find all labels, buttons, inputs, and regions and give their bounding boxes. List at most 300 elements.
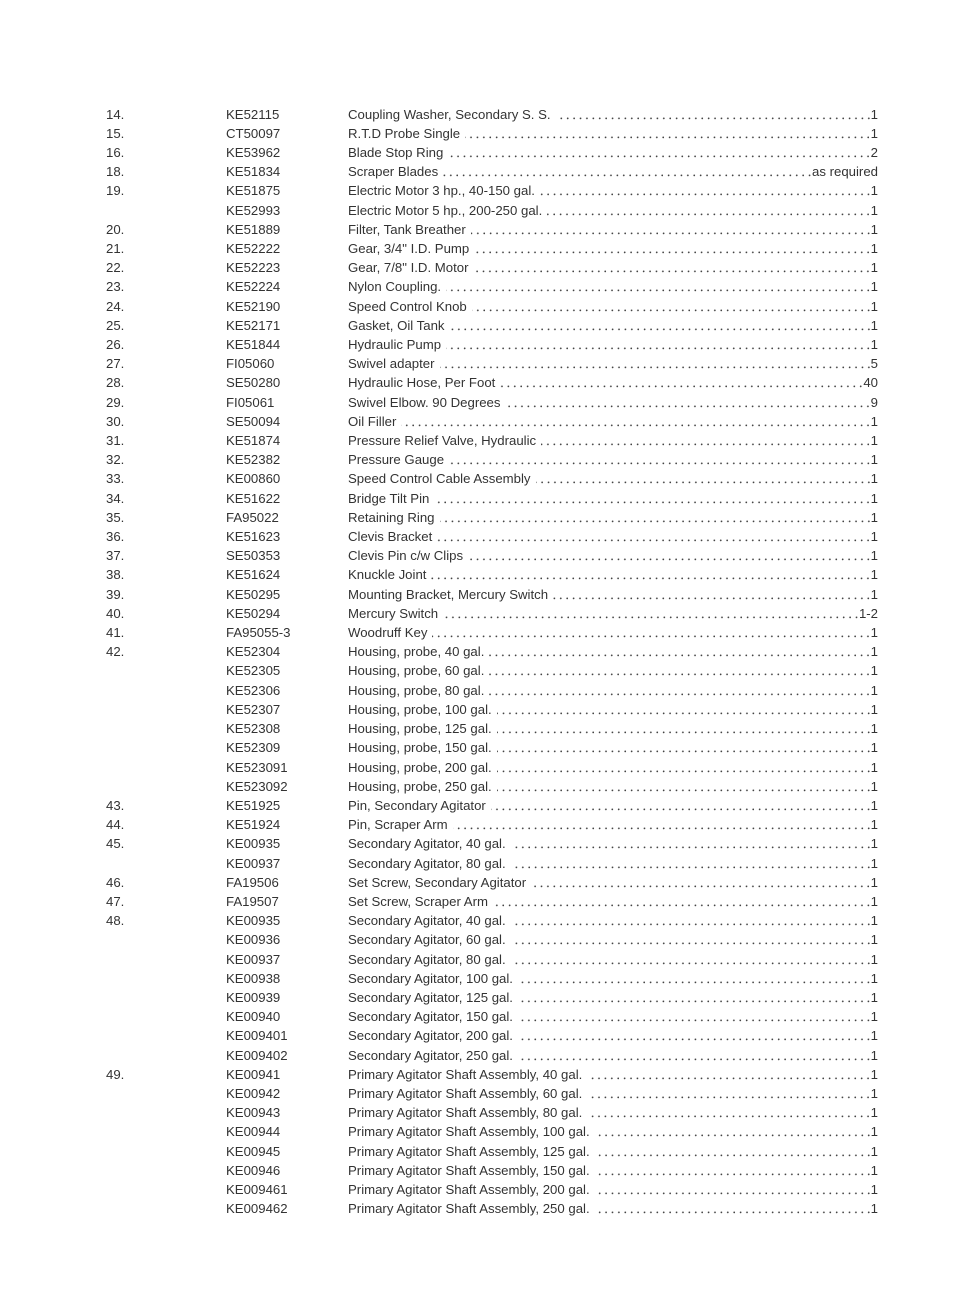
item-number: 37.: [106, 548, 125, 564]
table-row: [106, 969, 878, 988]
part-description: Primary Agitator Shaft Assembly, 200 gal.: [348, 1181, 590, 1197]
description-cell: [348, 930, 878, 949]
table-row: [106, 1180, 878, 1199]
item-number: 26.: [106, 337, 125, 353]
item-number: [106, 1046, 226, 1065]
part-description: Secondary Agitator, 125 gal.: [348, 989, 513, 1005]
part-description: Primary Agitator Shaft Assembly, 150 gal.: [348, 1162, 590, 1178]
description-cell: [348, 373, 878, 392]
quantity: 5: [870, 356, 878, 372]
description-cell: [348, 1046, 878, 1065]
table-row: [106, 297, 878, 316]
item-number: 43.: [106, 797, 125, 813]
part-number: KE51924: [226, 817, 281, 833]
quantity: 1: [870, 548, 878, 564]
description-cell: [348, 661, 878, 680]
part-description: Gasket, Oil Tank: [348, 317, 445, 333]
dot-leader: [536, 469, 870, 488]
part-number: SE50094: [226, 413, 281, 429]
description-cell: [348, 969, 878, 988]
item-number: 45.: [106, 836, 125, 852]
dot-leader: [541, 431, 870, 450]
quantity: 1: [870, 989, 878, 1005]
part-number: KE009462: [226, 1201, 288, 1217]
item-number: 30.: [106, 413, 125, 429]
dot-leader: [489, 642, 869, 661]
description-cell: [348, 489, 878, 508]
quantity: 1: [870, 1162, 878, 1178]
item-number: [106, 719, 226, 738]
item-number: 36.: [106, 529, 125, 545]
dot-leader: [595, 1122, 870, 1141]
part-description: Secondary Agitator, 150 gal.: [348, 1009, 513, 1025]
table-row: [106, 892, 878, 911]
quantity: 1: [870, 855, 878, 871]
quantity: 1: [870, 663, 878, 679]
part-description: Secondary Agitator, 100 gal.: [348, 970, 513, 986]
part-description: Woodruff Key: [348, 625, 428, 641]
part-number: FA95055-3: [226, 625, 291, 641]
table-row: [106, 1065, 878, 1084]
part-description: Oil Filler: [348, 413, 397, 429]
quantity: 1: [870, 1143, 878, 1159]
quantity: 1: [870, 740, 878, 756]
part-number: KE52308: [226, 721, 281, 737]
part-number: KE51622: [226, 490, 281, 506]
table-row: [106, 431, 878, 450]
quantity: 1: [870, 701, 878, 717]
part-number: KE00941: [226, 1066, 281, 1082]
quantity: 1-2: [858, 605, 878, 621]
part-number: KE52309: [226, 740, 281, 756]
dot-leader: [401, 412, 869, 431]
item-number: [106, 201, 226, 220]
part-number: KE523091: [226, 759, 288, 775]
item-number: [106, 1084, 226, 1103]
part-number: KE52222: [226, 241, 281, 257]
part-number: KE009401: [226, 1028, 288, 1044]
part-description: Hydraulic Hose, Per Foot: [348, 375, 496, 391]
quantity: 1: [870, 241, 878, 257]
description-cell: [348, 1007, 878, 1026]
dot-leader: [431, 565, 869, 584]
part-description: Scraper Blades: [348, 164, 439, 180]
table-row: [106, 585, 878, 604]
part-number: KE52190: [226, 298, 281, 314]
description-cell: [348, 1180, 878, 1199]
dot-leader: [595, 1199, 870, 1218]
quantity: 1: [870, 932, 878, 948]
description-cell: [348, 469, 878, 488]
table-row: [106, 181, 878, 200]
part-number: KE00946: [226, 1162, 281, 1178]
quantity: 1: [870, 452, 878, 468]
part-number: FI05060: [226, 356, 275, 372]
description-cell: [348, 777, 878, 796]
quantity: 1: [870, 1124, 878, 1140]
item-number: 19.: [106, 183, 125, 199]
dot-leader: [474, 239, 869, 258]
part-description: Housing, probe, 60 gal.: [348, 663, 485, 679]
table-row: [106, 373, 878, 392]
part-description: Filter, Tank Breather: [348, 221, 466, 237]
part-description: Coupling Washer, Secondary S. S.: [348, 106, 551, 122]
item-number: 47.: [106, 893, 125, 909]
part-number: KE51875: [226, 183, 281, 199]
description-cell: [348, 105, 878, 124]
part-number: CT50097: [226, 125, 281, 141]
dot-leader: [468, 546, 870, 565]
quantity: 1: [870, 874, 878, 890]
quantity: 1: [870, 1066, 878, 1082]
quantity: 1: [870, 1028, 878, 1044]
quantity: 1: [870, 1009, 878, 1025]
quantity: 1: [870, 202, 878, 218]
description-cell: [348, 393, 878, 412]
part-number: KE00938: [226, 970, 281, 986]
description-cell: [348, 911, 878, 930]
dot-leader: [511, 854, 870, 873]
quantity: 1: [870, 1181, 878, 1197]
item-number: 31.: [106, 433, 125, 449]
dot-leader: [587, 1103, 869, 1122]
dot-leader: [473, 258, 869, 277]
quantity: 1: [870, 1201, 878, 1217]
part-description: Blade Stop Ring: [348, 145, 444, 160]
quantity: 1: [870, 951, 878, 967]
part-number: KE52305: [226, 663, 281, 679]
item-number: 48.: [106, 913, 125, 929]
part-number: KE52224: [226, 279, 281, 295]
part-description: Electric Motor 3 hp., 40-150 gal.: [348, 183, 535, 199]
quantity: 1: [870, 317, 878, 333]
description-cell: [348, 642, 878, 661]
part-description: Set Screw, Secondary Agitator: [348, 874, 527, 890]
dot-leader: [497, 777, 870, 796]
table-row: [106, 143, 878, 162]
item-number: 44.: [106, 817, 125, 833]
item-number: [106, 1007, 226, 1026]
item-number: 23.: [106, 279, 125, 295]
item-number: 15.: [106, 125, 125, 141]
part-description: Bridge Tilt Pin: [348, 490, 430, 506]
item-number: [106, 1026, 226, 1045]
dot-leader: [553, 585, 870, 604]
part-description: Housing, probe, 100 gal.: [348, 701, 492, 717]
part-description: Primary Agitator Shaft Assembly, 60 gal.: [348, 1085, 583, 1101]
description-cell: [348, 508, 878, 527]
item-number: 35.: [106, 509, 125, 525]
dot-leader: [518, 1007, 870, 1026]
dot-leader: [505, 393, 869, 412]
quantity: 1: [870, 817, 878, 833]
item-number: [106, 661, 226, 680]
part-description: Primary Agitator Shaft Assembly, 250 gal.: [348, 1201, 590, 1217]
part-description: Hydraulic Pump: [348, 337, 442, 353]
part-description: Speed Control Knob: [348, 298, 467, 314]
quantity: 1: [870, 279, 878, 295]
quantity: 1: [870, 644, 878, 660]
dot-leader: [450, 316, 870, 335]
part-number: FA19506: [226, 874, 279, 890]
quantity: 1: [870, 893, 878, 909]
part-number: KE52115: [226, 106, 280, 122]
part-number: KE52306: [226, 682, 281, 698]
item-number: [106, 930, 226, 949]
table-row: [106, 623, 878, 642]
table-row: [106, 1199, 878, 1218]
dot-leader: [465, 124, 870, 143]
quantity: as required: [812, 164, 878, 180]
description-cell: [348, 1161, 878, 1180]
table-row: [106, 815, 878, 834]
quantity: 1: [870, 797, 878, 813]
item-number: 21.: [106, 241, 125, 257]
part-number: KE00945: [226, 1143, 281, 1159]
part-description: Mounting Bracket, Mercury Switch: [348, 586, 549, 602]
part-description: Secondary Agitator, 80 gal.: [348, 951, 506, 967]
dot-leader: [587, 1065, 869, 1084]
item-number: [106, 1161, 226, 1180]
part-description: Retaining Ring: [348, 509, 435, 525]
description-cell: [348, 316, 878, 335]
table-row: [106, 469, 878, 488]
description-cell: [348, 1142, 878, 1161]
part-description: Mercury Switch: [348, 605, 439, 621]
dot-leader: [595, 1142, 870, 1161]
quantity: 1: [870, 913, 878, 929]
part-number: KE52171: [226, 317, 281, 333]
description-cell: [348, 854, 878, 873]
table-row: [106, 1084, 878, 1103]
part-description: Gear, 3/4" I.D. Pump: [348, 241, 470, 257]
table-row: [106, 642, 878, 661]
description-cell: [348, 450, 878, 469]
part-description: Pin, Secondary Agitator: [348, 797, 486, 813]
quantity: 1: [870, 125, 878, 141]
description-cell: [348, 431, 878, 450]
description-cell: [348, 719, 878, 738]
table-row: [106, 508, 878, 527]
dot-leader: [440, 508, 870, 527]
quantity: 40: [863, 375, 878, 391]
item-number: 16.: [106, 145, 125, 160]
parts-list: [106, 105, 878, 1219]
part-description: Housing, probe, 250 gal.: [348, 778, 492, 794]
item-number: [106, 950, 226, 969]
table-row: [106, 777, 878, 796]
part-number: KE00937: [226, 951, 281, 967]
description-cell: [348, 1084, 878, 1103]
quantity: 1: [870, 413, 878, 429]
description-cell: [348, 565, 878, 584]
part-number: KE00943: [226, 1105, 281, 1121]
part-number: SE50280: [226, 375, 281, 391]
item-number: [106, 758, 226, 777]
description-cell: [348, 758, 878, 777]
quantity: 1: [870, 1085, 878, 1101]
part-number: KE00935: [226, 836, 281, 852]
part-description: Secondary Agitator, 200 gal.: [348, 1028, 513, 1044]
description-cell: [348, 834, 878, 853]
table-row: [106, 681, 878, 700]
part-description: Gear, 7/8" I.D. Motor: [348, 260, 469, 276]
quantity: 1: [870, 509, 878, 525]
dot-leader: [440, 354, 870, 373]
part-description: Housing, probe, 40 gal.: [348, 644, 485, 660]
part-number: KE00944: [226, 1124, 281, 1140]
item-number: [106, 1103, 226, 1122]
dot-leader: [518, 1026, 870, 1045]
quantity: 1: [870, 1105, 878, 1121]
part-number: KE00936: [226, 932, 281, 948]
part-number: KE00935: [226, 913, 281, 929]
quantity: 1: [870, 529, 878, 545]
part-description: Housing, probe, 125 gal.: [348, 721, 492, 737]
part-number: FA95022: [226, 509, 279, 525]
dot-leader: [432, 623, 869, 642]
quantity: 1: [870, 586, 878, 602]
dot-leader: [511, 930, 870, 949]
table-row: [106, 393, 878, 412]
part-description: Swivel adapter: [348, 356, 435, 372]
table-row: [106, 105, 878, 124]
part-number: KE009402: [226, 1047, 288, 1063]
quantity: 1: [870, 260, 878, 276]
description-cell: [348, 1199, 878, 1218]
part-description: Pin, Scraper Arm: [348, 817, 448, 833]
part-number: KE009461: [226, 1181, 288, 1197]
item-number: [106, 969, 226, 988]
description-cell: [348, 277, 878, 296]
part-description: Knuckle Joint: [348, 567, 427, 583]
description-cell: [348, 892, 878, 911]
table-row: [106, 930, 878, 949]
table-row: [106, 354, 878, 373]
table-row: [106, 1007, 878, 1026]
item-number: [106, 1122, 226, 1141]
table-row: [106, 950, 878, 969]
description-cell: [348, 201, 878, 220]
item-number: 40.: [106, 605, 125, 621]
item-number: 20.: [106, 221, 125, 237]
item-number: [106, 854, 226, 873]
table-row: [106, 719, 878, 738]
dot-leader: [446, 277, 870, 296]
quantity: 1: [870, 1047, 878, 1063]
dot-leader: [489, 661, 869, 680]
dot-leader: [556, 105, 870, 124]
item-number: 28.: [106, 375, 125, 391]
item-number: 22.: [106, 260, 125, 276]
description-cell: [348, 700, 878, 719]
table-row: [106, 834, 878, 853]
table-row: [106, 1122, 878, 1141]
item-number: [106, 1180, 226, 1199]
part-number: KE51925: [226, 797, 281, 813]
description-cell: [348, 815, 878, 834]
part-description: Nylon Coupling.: [348, 279, 442, 295]
quantity: 1: [870, 567, 878, 583]
part-number: KE52307: [226, 701, 281, 717]
dot-leader: [511, 911, 870, 930]
item-number: [106, 1199, 226, 1218]
dot-leader: [449, 450, 870, 469]
description-cell: [348, 143, 878, 162]
description-cell: [348, 335, 878, 354]
quantity: 1: [870, 106, 878, 122]
dot-leader: [500, 373, 862, 392]
description-cell: [348, 585, 878, 604]
dot-leader: [443, 604, 858, 623]
item-number: 49.: [106, 1066, 125, 1082]
part-number: KE52993: [226, 202, 281, 218]
dot-leader: [497, 758, 870, 777]
part-description: Electric Motor 5 hp., 200-250 gal.: [348, 202, 543, 218]
part-description: Housing, probe, 150 gal.: [348, 740, 492, 756]
part-description: R.T.D Probe Single: [348, 125, 461, 141]
quantity: 9: [870, 394, 878, 410]
item-number: [106, 988, 226, 1007]
quantity: 1: [870, 778, 878, 794]
part-number: KE51834: [226, 164, 281, 180]
description-cell: [348, 258, 878, 277]
description-cell: [348, 873, 878, 892]
table-row: [106, 277, 878, 296]
item-number: [106, 681, 226, 700]
description-cell: [348, 604, 878, 623]
item-number: 14.: [106, 106, 125, 122]
part-description: Clevis Bracket: [348, 529, 433, 545]
table-row: [106, 1046, 878, 1065]
item-number: 25.: [106, 317, 125, 333]
description-cell: [348, 1103, 878, 1122]
part-number: KE00939: [226, 989, 281, 1005]
table-row: [106, 316, 878, 335]
item-number: [106, 777, 226, 796]
dot-leader: [595, 1180, 870, 1199]
dot-leader: [446, 335, 870, 354]
dot-leader: [497, 719, 870, 738]
item-number: 34.: [106, 490, 125, 506]
part-number: KE00937: [226, 855, 281, 871]
item-number: 24.: [106, 298, 125, 314]
dot-leader: [531, 873, 870, 892]
dot-leader: [547, 201, 869, 220]
item-number: 18.: [106, 164, 125, 180]
quantity: 1: [870, 471, 878, 487]
table-row: [106, 489, 878, 508]
description-cell: [348, 124, 878, 143]
table-row: [106, 162, 878, 181]
part-number: KE00940: [226, 1009, 281, 1025]
quantity: 1: [870, 759, 878, 775]
table-row: [106, 1161, 878, 1180]
quantity: 1: [870, 682, 878, 698]
table-row: [106, 546, 878, 565]
part-description: Pressure Relief Valve, Hydraulic: [348, 433, 537, 449]
quantity: 1: [870, 298, 878, 314]
item-number: [106, 700, 226, 719]
part-number: KE00942: [226, 1085, 281, 1101]
description-cell: [348, 527, 878, 546]
quantity: 1: [870, 183, 878, 199]
part-number: FI05061: [226, 394, 275, 410]
dot-leader: [434, 489, 869, 508]
part-number: KE51844: [226, 337, 281, 353]
part-description: Swivel Elbow. 90 Degrees: [348, 394, 501, 410]
table-row: [106, 124, 878, 143]
